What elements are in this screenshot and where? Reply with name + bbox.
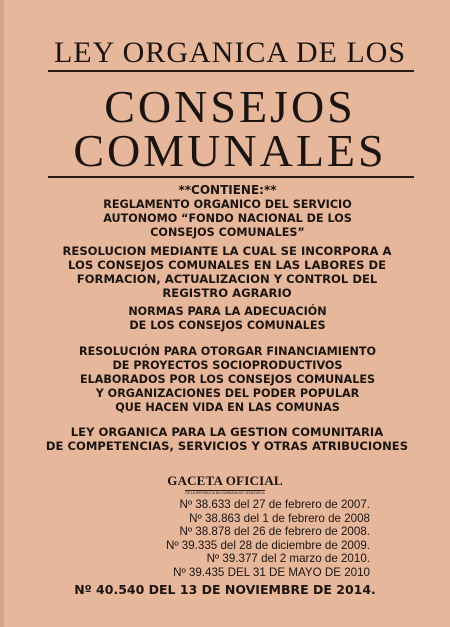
reglamento-line: REGLAMENTO ORGANICO DEL SERVICIO (103, 198, 352, 211)
gaceta-ref: Nº 38.878 del 26 de febrero de 2008. (179, 525, 370, 538)
gaceta-subtitle: DE LA REPUBLICA BOLIVARIANA DE VENEZUELA (185, 491, 265, 495)
gaceta-oficial-logo (0, 473, 450, 495)
title-rule-bottom (48, 176, 414, 178)
resolucion2-line: RESOLUCIÓN PARA OTORGAR FINANCIAMIENTO (78, 345, 377, 358)
resolucion-line: RESOLUCION MEDIANTE LA CUAL SE INCORPORA A (62, 244, 392, 258)
normas-line: NORMAS PARA LA ADECUACIÓN (128, 305, 327, 318)
contiene-label: **CONTIENE:** (178, 183, 277, 197)
gaceta-ref: Nº 38.633 del 27 de febrero de 2007. (179, 498, 370, 511)
resolucion-line: LOS CONSEJOS COMUNALES EN LAS LABORES DE (67, 258, 387, 272)
resolucion-financiamiento-block (30, 345, 425, 415)
gaceta-ref: Nº 39.435 DEL 31 DE MAYO DE 2010 (173, 565, 370, 579)
resolucion-line: REGISTRO AGRARIO (162, 286, 292, 300)
title-rule-top (48, 70, 414, 72)
final-gaceta-reference: Nº 40.540 DEL 13 DE NOVIEMBRE DE 2014. (74, 582, 376, 597)
reglamento-line: CONSEJOS COMUNALES” (150, 226, 305, 239)
resolucion2-line: Y ORGANIZACIONES DEL PODER POPULAR (95, 387, 360, 400)
ley-gestion-block (22, 425, 432, 453)
normas-line: DE LOS CONSEJOS COMUNALES (129, 319, 326, 332)
title-line-3: COMUNALES (73, 125, 387, 176)
reglamento-block (30, 198, 425, 240)
gaceta-references (100, 498, 370, 579)
resolucion2-line: DE PROYECTOS SOCIOPRODUCTIVOS (112, 359, 343, 372)
title-line-2: CONSEJOS (104, 81, 356, 132)
resolucion2-line: QUE HACEN VIDA EN LAS COMUNAS (115, 401, 340, 414)
title-line-1: LEY ORGANICA DE LOS (53, 36, 407, 69)
resolucion2-line: ELABORADOS POR LOS CONSEJOS COMUNALES (79, 373, 376, 386)
gaceta-title: GACETA OFICIAL (167, 473, 283, 488)
normas-block (30, 305, 425, 333)
ley-line: DE COMPETENCIAS, SERVICIOS Y OTRAS ATRIBUCIONES (45, 439, 409, 453)
gaceta-ref: Nº 38.863 del 1 de febrero de 2008 (189, 511, 370, 525)
reglamento-line: AUTONOMO “FONDO NACIONAL DE LOS (103, 212, 352, 225)
ley-line: LEY ORGANICA PARA LA GESTION COMUNITARIA (70, 425, 384, 439)
resolucion-block (22, 244, 432, 300)
gaceta-ref: Nº 39.377 del 2 marzo de 2010. (206, 552, 370, 565)
gaceta-ref: Nº 39.335 del 28 de diciembre de 2009. (165, 538, 370, 552)
resolucion-line: FORMACION, ACTUALIZACION Y CONTROL DEL (76, 272, 378, 286)
